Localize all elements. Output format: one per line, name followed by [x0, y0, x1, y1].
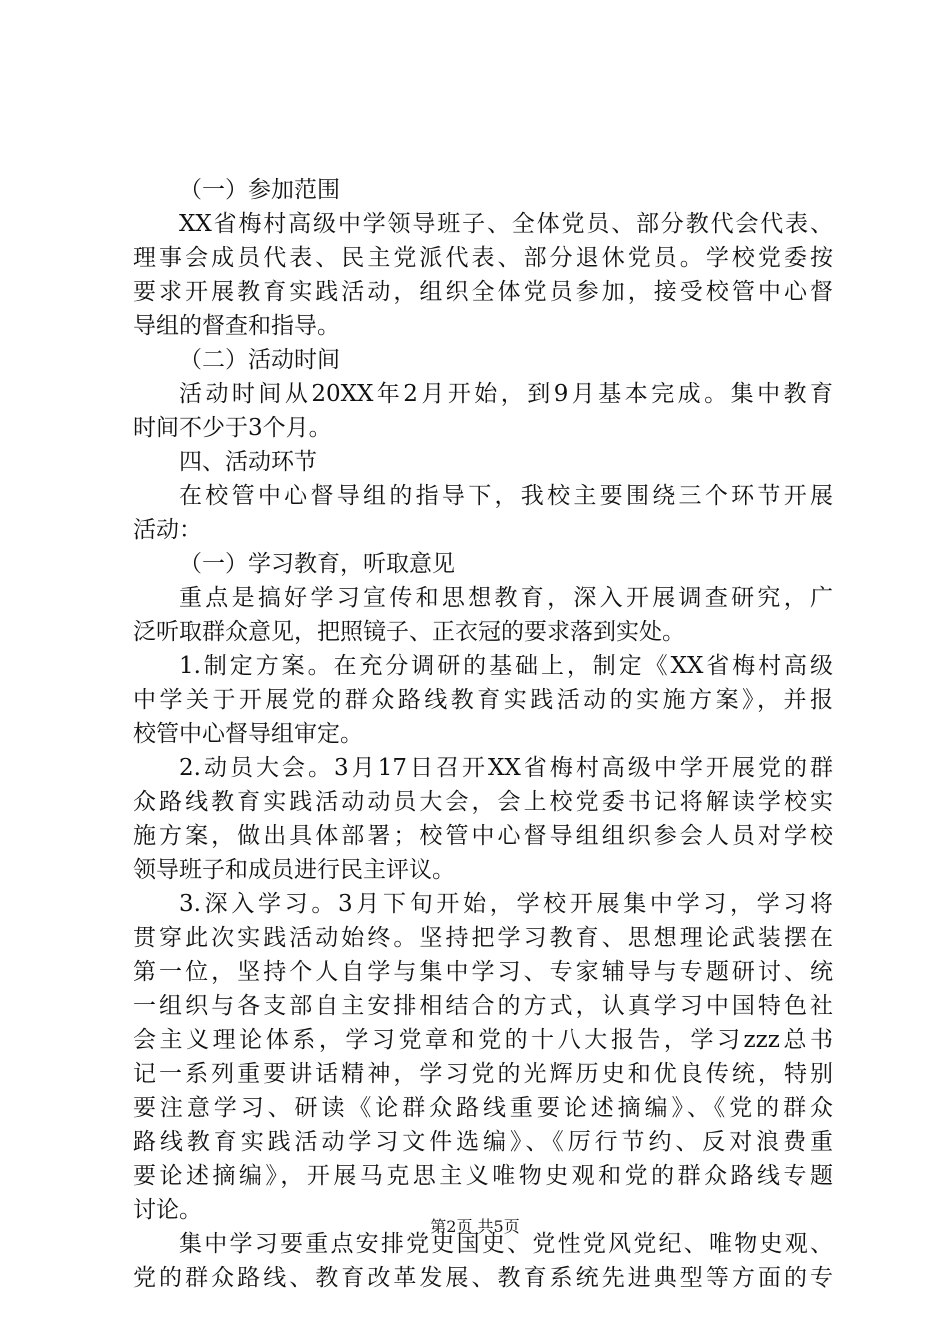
text-line: 贯穿此次实践活动始终。坚持把学习教育、思想理论武装摆在: [133, 925, 833, 951]
text-line: 施方案，做出具体部署；校管中心督导组组织参会人员对学校: [133, 823, 833, 849]
text-line: 第一位，坚持个人自学与集中学习、专家辅导与专题研讨、统: [133, 959, 833, 985]
text-line: 四、活动环节: [179, 449, 317, 475]
page-footer: 第2页 共5页: [430, 1217, 520, 1236]
document-body: [133, 173, 833, 1295]
text-line: 导组的督查和指导。: [133, 313, 340, 339]
text-line: 领导班子和成员进行民主评议。: [133, 857, 455, 883]
text-line: 中学关于开展党的群众路线教育实践活动的实施方案》，并报: [133, 687, 833, 713]
text-line: 泛听取群众意见，把照镜子、正衣冠的要求落到实处。: [133, 619, 685, 645]
text-line: 理事会成员代表、民主党派代表、部分退休党员。学校党委按: [133, 245, 833, 271]
text-line: 校管中心督导组审定。: [133, 721, 363, 747]
text-line: 活动时间从20XX年2月开始，到9月基本完成。集中教育: [179, 381, 833, 407]
text-line: 3.深入学习。3月下旬开始，学校开展集中学习，学习将: [179, 891, 833, 917]
text-line: （一）参加范围: [179, 177, 340, 203]
text-line: 一组织与各支部自主安排相结合的方式，认真学习中国特色社: [133, 993, 833, 1019]
text-line: 时间不少于3个月。: [133, 415, 332, 441]
text-line: 活动：: [133, 517, 202, 543]
text-line: 路线教育实践活动学习文件选编》、《厉行节约、反对浪费重: [133, 1129, 833, 1155]
text-line: 会主义理论体系，学习党章和党的十八大报告，学习zzz总书: [133, 1027, 833, 1053]
text-line: 要求开展教育实践活动，组织全体党员参加，接受校管中心督: [133, 279, 833, 305]
text-line: 要注意学习、研读《论群众路线重要论述摘编》、《党的群众: [133, 1095, 833, 1121]
text-line: 要论述摘编》，开展马克思主义唯物史观和党的群众路线专题: [133, 1163, 833, 1189]
text-line: 2.动员大会。3月17日召开XX省梅村高级中学开展党的群: [179, 755, 833, 781]
text-line: XX省梅村高级中学领导班子、全体党员、部分教代会代表、: [179, 211, 833, 237]
text-line: 讨论。: [133, 1197, 202, 1223]
text-line: 众路线教育实践活动动员大会，会上校党委书记将解读学校实: [133, 789, 833, 815]
text-line: 集中学习要重点安排党史国史、党性党风党纪、唯物史观、: [179, 1231, 833, 1257]
text-line: 记一系列重要讲话精神，学习党的光辉历史和优良传统，特别: [133, 1061, 833, 1087]
text-line: 在校管中心督导组的指导下，我校主要围绕三个环节开展: [179, 483, 833, 509]
text-line: 党的群众路线、教育改革发展、教育系统先进典型等方面的专: [133, 1265, 833, 1291]
text-line: 重点是搞好学习宣传和思想教育，深入开展调查研究，广: [179, 585, 833, 611]
text-line: 1.制定方案。在充分调研的基础上，制定《XX省梅村高级: [179, 653, 833, 679]
text-line: （二）活动时间: [179, 347, 340, 373]
text-line: （一）学习教育，听取意见: [179, 551, 455, 577]
